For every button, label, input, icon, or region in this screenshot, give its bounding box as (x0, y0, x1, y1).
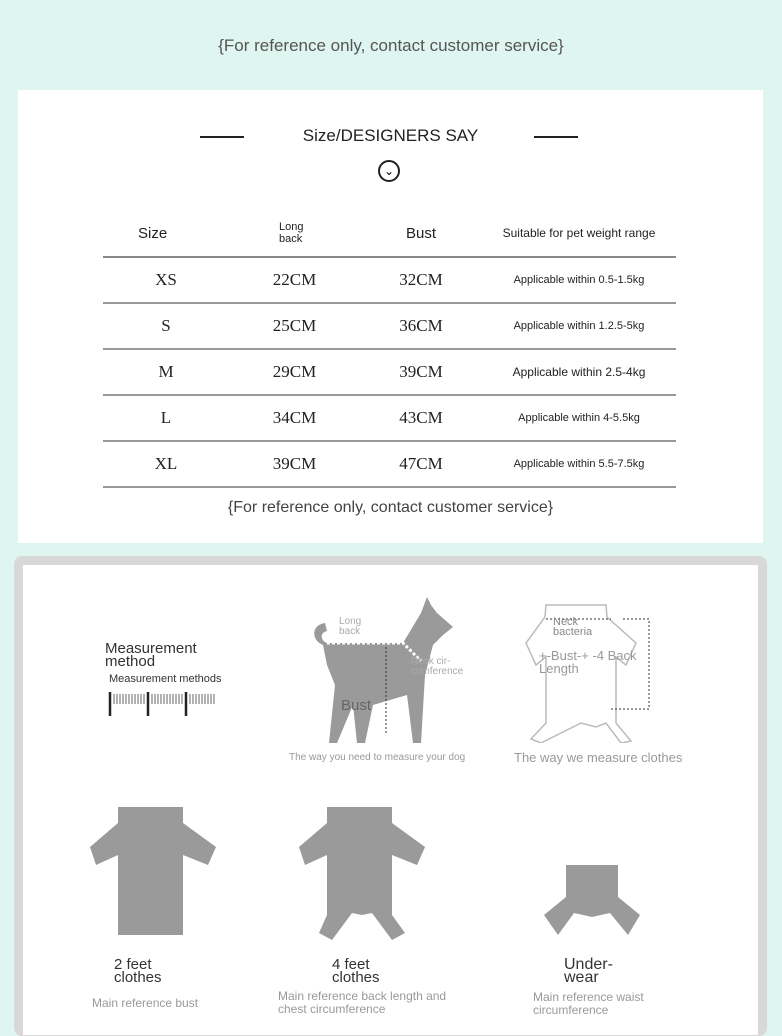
size-table (103, 210, 676, 488)
measurement-frame (14, 556, 767, 1036)
header-weight: Suitable for pet weight range (482, 210, 676, 257)
table-header (103, 210, 676, 257)
header-size: Size (103, 210, 229, 257)
neck-label: Neck cir-cumference (411, 656, 464, 677)
dog-caption: The way you need to measure your dog (289, 752, 466, 763)
underwear-desc: Main reference waist circumference (533, 990, 644, 1017)
size-chart-title: Size/DESIGNERS SAY (302, 126, 479, 145)
measurement-method-title: Measurement method (105, 640, 197, 670)
two-feet-clothes-label: 2 feet clothes (114, 956, 162, 986)
ruler-label: Measurement methods (109, 673, 222, 685)
underwear-label: Under-wear (564, 956, 613, 986)
four-feet-clothes-icon (297, 805, 427, 940)
table-row: M 29CM 39CM Applicable within 2.5-4kg (103, 349, 676, 395)
neck-bacteria-label: Neck bacteria (553, 616, 593, 638)
underwear-icon (540, 865, 650, 945)
table-row: L 34CM 43CM Applicable within 4-5.5kg (103, 395, 676, 441)
long-back-label: Long back (339, 616, 362, 637)
table-row: S 25CM 36CM Applicable within 1.2.5-5kg (103, 303, 676, 349)
two-feet-clothes-desc: Main reference bust (92, 996, 199, 1010)
two-feet-clothes-icon (88, 805, 218, 940)
reference-note-bottom: {For reference only, contact customer service} (227, 499, 554, 516)
header-long-back: Long back (229, 210, 360, 257)
chevron-down-icon: ⌄ (378, 160, 400, 182)
table-row: XL 39CM 47CM Applicable within 5.5-7.5kg (103, 441, 676, 487)
header-bust: Bust (360, 210, 482, 257)
bust-back-label: +-Bust-+ -4 Back Length (539, 648, 637, 676)
four-feet-clothes-desc: Main reference back length and chest circumference (278, 989, 447, 1016)
bust-label: Bust (341, 697, 372, 714)
size-chart-card (18, 90, 763, 543)
table-row: XS 22CM 32CM Applicable within 0.5-1.5kg (103, 257, 676, 303)
four-feet-clothes-label: 4 feet clothes (332, 956, 380, 986)
measurement-card (23, 565, 758, 1035)
title-divider-right (534, 136, 578, 138)
ruler-icon (108, 690, 228, 718)
reference-note-top: {For reference only, contact customer service} (218, 36, 564, 55)
clothes-caption: The way we measure clothes (514, 750, 683, 765)
